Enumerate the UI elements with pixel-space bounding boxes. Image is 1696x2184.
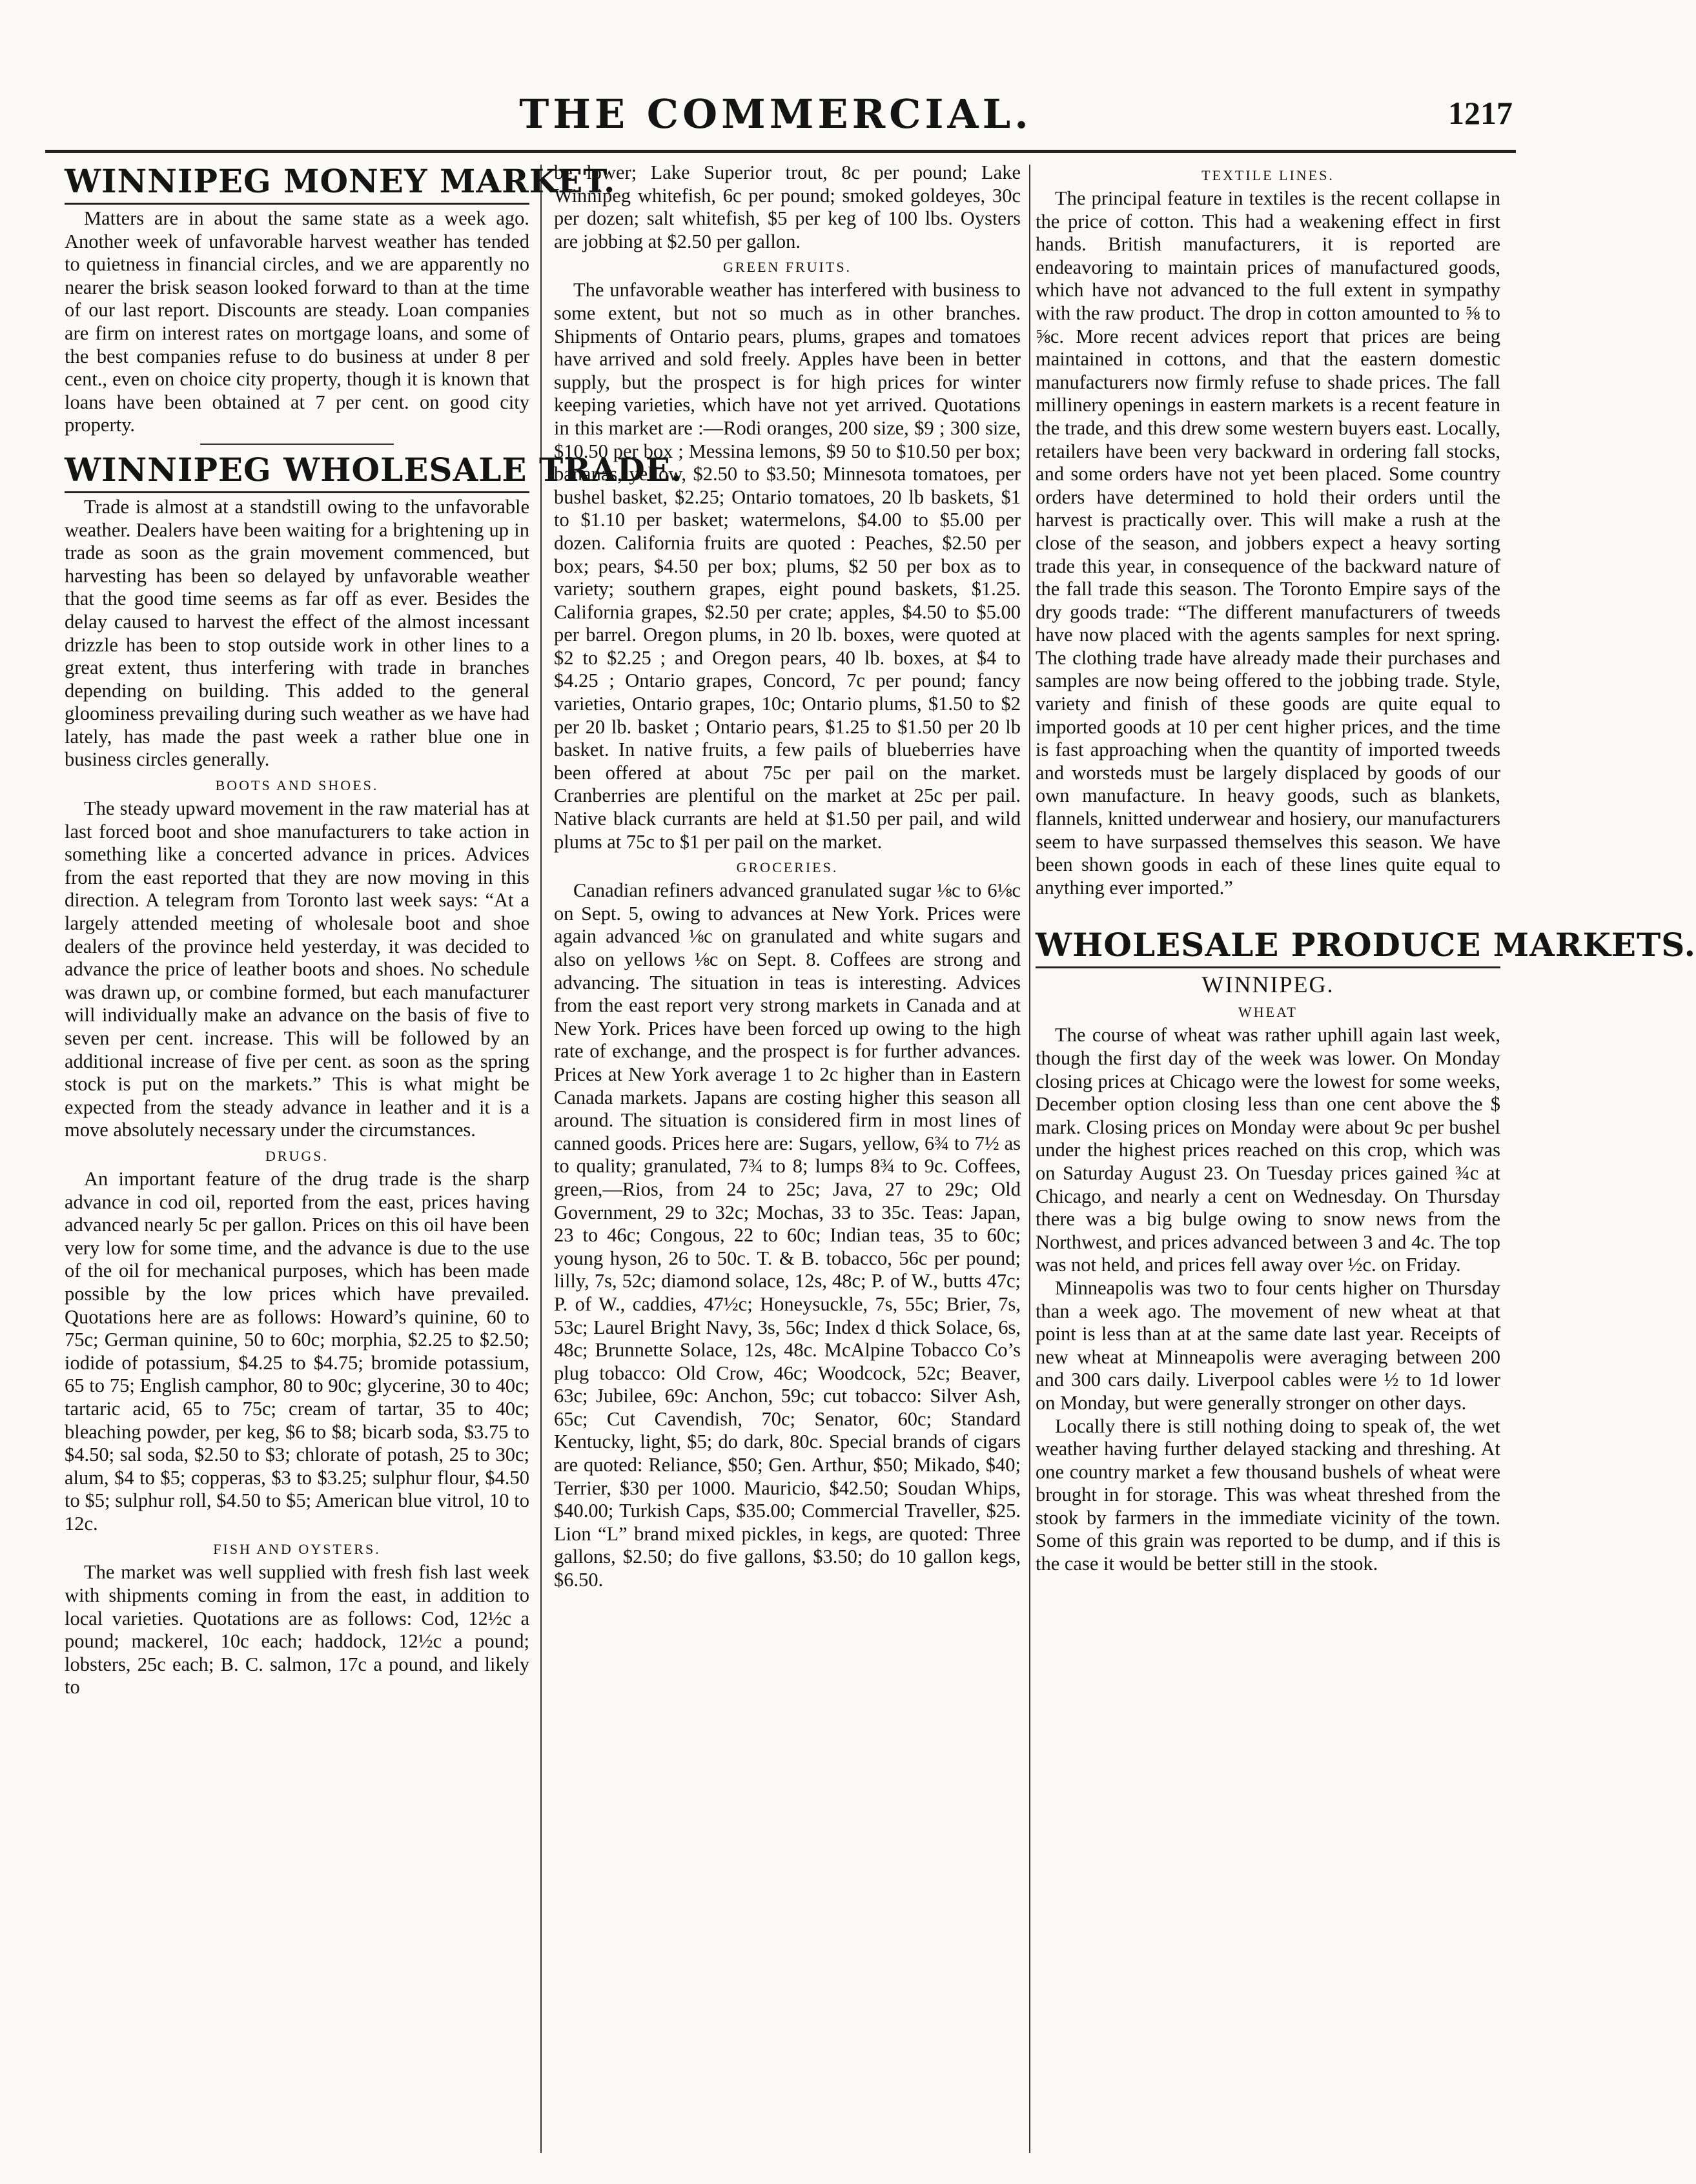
- wheat-text-3: Locally there is still nothing doing to speak of, the wet weather having further delayed stacking and threshing. At one country market a few thousand bushels of wheat were brought in for storage. This was wheat threshed from the stook by farmers in the immediate vicinity of the town. Some of this grain was reported to be dump, and if this is the case it would be better still in the stook.: [1036, 1414, 1500, 1575]
- textile-lines-text: The principal feature in textiles is the recent collapse in the price of cotton. This had a weakening effect in first hands. British manufacturers, it is reported are endeavoring to maintain prices of manufactured goods, which have not advanced to the full extent in sympathy with the raw product. The drop in cotton amounted to ⅝ to ⅝c. More recent advices report that prices are being maintained in cottons, and that the eastern domestic manufacturers now firmly refuse to shade prices. The fall millinery openings in eastern markets is a recent feature in the trade, and this drew some western buyers east. Locally, retailers have been very backward in ordering fall stocks, and some orders have not yet been placed. Some country orders have determined to hold their orders until the harvest is practically over. This will make a rush at the close of the season, and jobbers expect a heavy sorting trade this year, in consequence of the backward nature of the fall trade this season. The Toronto Empire says of the dry goods trade: “The different manufacturers of tweeds have now placed with the agents samples for next spring. The clothing trade have already made their purchases and samples are now being offered to the jobbing trade. Style, variety and finish of these goods are quite equal to imported goods at 10 per cent higher prices, and the time is fast approaching when the quantity of imported tweeds and worsteds must be largely displaced by goods of our own manufacture. In heavy goods, such as blankets, flannels, knitted underwear and hosiery, our manufacturers seem to have surpassed themselves this season. We have been shown goods in each of these lines quite equal to anything ever imported.”: [1036, 187, 1500, 899]
- wheat-text-2: Minneapolis was two to four cents higher on Thursday than a week ago. The movement of new wheat at that point is less than at at the same date last year. Receipts of new wheat at Minneapolis were averaging between 200 and 300 cars daily. Liverpool cables were ½ to 1d lower on Monday, but were generally stronger on other days.: [1036, 1276, 1500, 1414]
- spacer: [1036, 899, 1500, 925]
- column-3: [1036, 161, 1696, 2163]
- green-fruits-heading: GREEN FRUITS.: [722, 259, 852, 276]
- fish-oysters-continued: be lower; Lake Superior trout, 8c per pound; Lake Winnipeg whitefish, 6c per pound; smoked goldeyes, 30c per dozen; salt whitefish, $5 per keg of 100 lbs. Oysters are jobbing at $2.50 per gallon.: [554, 161, 1021, 252]
- wheat-heading: WHEAT: [1238, 1004, 1298, 1021]
- masthead: THE COMMERCIAL.: [519, 90, 1032, 138]
- money-market-text: Matters are in about the same state as a week ago. Another week of unfavorable harvest weather has tended to quietness in financial circles, and we are apparently no nearer the brisk season looked forward to than at the time of our last report. Discounts are steady. Loan companies are firm on interest rates on mortgage loans, and some of the best companies refuse to do business at under 8 per cent., even on choice city property, though it is known that loans have been obtained at 7 per cent. on good city property.: [65, 207, 529, 436]
- fish-oysters-heading: FISH AND OYSTERS.: [213, 1541, 381, 1558]
- drugs-heading: DRUGS.: [265, 1147, 329, 1164]
- produce-markets-title: WHOLESALE PRODUCE MARKETS.: [1036, 925, 1500, 968]
- column-1: [65, 161, 683, 2163]
- wholesale-trade-text: Trade is almost at a standstill owing to the unfavorable weather. Dealers have been waiting for a brightening up in trade as soon as the grain movement commenced, but harvesting has been so delayed by unfavorable weather that the good time seems as far off as ever. Besides the delay caused to harvest the effect of the almost incessant drizzle has been to stop outside work in other lines to a great extent, thus interfering with trade in branches depending on building. This added to the general gloominess prevailing during such weather as we have had lately, has made the past week a rather blue one in business circles generally.: [65, 495, 529, 771]
- boots-shoes-text: The steady upward movement in the raw material has at last forced boot and shoe manufacturers to take action in something like a concerted advance in prices. Advices from the east reported that they are now moving in this direction. A telegram from Toronto last week says: “At a largely attended meeting of wholesale boot and shoe dealers of the province held yesterday, it was decided to advance the price of leather boots and shoes. No schedule was drawn up, or combine formed, but each manufacturer will individually make an advance on the basis of five to seven per cent. increase. This will be followed by an additional increase of five per cent. as soon as the spring stock is put on the markets.” This is what might be expected from the steady advance in leather and it is a move absolutely necessary under the circumstances.: [65, 797, 529, 1141]
- groceries-text: Canadian refiners advanced granulated sugar ⅛c to 6⅛c on Sept. 5, owing to advances at New York. Prices were again advanced ⅛c on granulated and white sugars and also on yellows ⅛c on Sept. 8. Coffees are strong and advancing. The situation in teas is interesting. Advices from the east report very strong markets in Canada and at New York. Prices have been forced up owing to the high rate of exchange, and the prospect is for further advances. Prices at New York average 1 to 2c higher than in Eastern Canada markets. Japans are costing higher this season all around. The situation is considered firm in most lines of canned goods. Prices here are: Sugars, yellow, 6¾ to 7½ as to quality; granulated, 7¾ to 8; lumps 8¾ to 9c. Coffees, green,—Rios, from 24 to 25c; Java, 27 to 29c; Old Government, 29 to 32c; Mochas, 33 to 35c. Teas: Japan, 23 to 46c; Congous, 22 to 60c; Indian teas, 35 to 60c; young hyson, 26 to 50c. T. & B. tobacco, 56c per pound; lilly, 7s, 52c; diamond solace, 12s, 48c; P. of W., butts 47c; P. of W., caddies, 47½c; Honeysuckle, 7s, 55c; Brier, 7s, 53c; Laurel Bright Navy, 3s, 56c; Index d thick Solace, 6s, 48c; Brunnette Solace, 12s, 48c. McAlpine Tobacco Co’s plug tobacco: Old Crow, 46c; Woodcock, 52c; Beaver, 63c; Jubilee, 69c: Anchon, 59c; cut tobacco: Silver Ash, 65c; Cut Cavendish, 70c; Senator, 60c; Standard Kentucky, light, $5; do dark, 80c. Special brands of cigars are quoted: Reliance, $50; Gen. Arthur, $50; Mikado, $40; Terrier, $30 per 1000. Mauricio, $42.50; Soudan Whips, $40.00; Turkish Caps, $35.00; Commercial Traveller, $25. Lion “L” brand mixed pickles, in kegs, are quoted: Three gallons, $2.50; do five gallons, $3.50; do 10 gallon kegs, $6.50.: [554, 879, 1021, 1591]
- boots-shoes-heading: BOOTS AND SHOES.: [215, 777, 379, 794]
- wheat-text-1: The course of wheat was rather uphill again last week, though the first day of the week was lower. On Monday closing prices at Chicago were the lowest for some weeks, December option closing less than one cent above the $ mark. Closing prices on Monday were about 9c per bushel under the highest prices reached on this crop, which was on Saturday August 23. On Tuesday prices gained ¾c at Chicago, and nearly a cent on Wednesday. On Thursday there was a big bulge owing to snow news from the Northwest, and prices advanced between 3 and 4c. The top was not held, and prices fell away over ½c. on Friday.: [1036, 1024, 1500, 1276]
- drugs-text: An important feature of the drug trade is the sharp advance in cod oil, reported from the east, prices having advanced nearly 5c per gallon. Prices on this oil have been very low for some time, and the advance is due to the use of the oil for mechanical purposes, which has been made possible by the low prices which have prevailed. Quotations here are as follows: Howard’s quinine, 60 to 75c; German quinine, 50 to 60c; morphia, $2.25 to $2.50; iodide of potassium, $4.25 to $4.75; bromide potassium, 65 to 75; English camphor, 80 to 90c; glycerine, 30 to 40c; tartaric acid, 65 to 75c; cream of tartar, 35 to 40c; bleaching powder, per keg, $6 to $8; bicarb soda, $3.75 to $4.50; sal soda, $2.50 to $3; chlorate of potash, 25 to 30c; alum, $4 to $5; copperas, $3 to $3.25; sulphur flour, $4.50 to $5; sulphur roll, $4.50 to $5; American blue vitrol, 10 to 12c.: [65, 1167, 529, 1535]
- column-2: [554, 161, 1021, 2163]
- green-fruits-text: The unfavorable weather has interfered with business to some extent, but not so much as in other branches. Shipments of Ontario pears, plums, grapes and tomatoes have arrived and sold freely. Apples have been in better supply, but the prospect is for high prices for winter keeping varieties, which have not yet arrived. Quotations in this market are :—Rodi oranges, 200 size, $9 ; 300 size, $10.50 per box ; Messina lemons, $9 50 to $10.50 per box; bananas, yellow, $2.50 to $3.50; Minnesota tomatoes, per bushel basket, $2.25; Ontario tomatoes, 20 lb baskets, $1 to $1.10 per basket; watermelons, $4.00 to $5.00 per dozen. California fruits are quoted : Peaches, $2.50 per box; pears, $4.50 per box; plums, $2 50 per box as to variety; southern grapes, eight pound baskets, $1.25. California grapes, $2.50 per crate; apples, $4.50 to $5.00 per barrel. Oregon plums, in 20 lb. boxes, were quoted at $2 to $2.25 ; and Oregon pears, 40 lb. boxes, at $4 to $4.25 ; Ontario grapes, Concord, 7c per pound; fancy varieties, Ontario grapes, 10c; Ontario plums, $1.50 to $2 per 20 lb. basket ; Ontario pears, $1.25 to $1.50 per 20 lb basket. In native fruits, a few pails of blueberries have been offered at about 75c per pail on the market. Cranberries are plentiful on the market at 25c per pail. Native black currants are held at $1.50 per pail, and wild plums at 75c to $1 per pail on the market.: [554, 279, 1021, 853]
- fish-oysters-text: The market was well supplied with fresh fish last week with shipments coming in from the east, in addition to local varieties. Quotations are as follows: Cod, 12½c a pound; mackerel, 10c each; haddock, 12½c a pound; lobsters, 25c each; B. C. salmon, 17c a pound, and likely to: [65, 1561, 529, 1699]
- produce-markets-subtitle: WINNIPEG.: [1201, 972, 1334, 998]
- header-rule: [45, 150, 1516, 153]
- money-market-title: WINNIPEG MONEY MARKET.: [65, 161, 529, 205]
- page-number: 1217: [1448, 95, 1513, 131]
- wholesale-trade-title: WINNIPEG WHOLESALE TRADE.: [65, 450, 529, 493]
- section-divider: [200, 444, 394, 445]
- groceries-heading: GROCERIES.: [736, 859, 839, 876]
- textile-lines-heading: TEXTILE LINES.: [1201, 167, 1334, 183]
- column-rule-2: [1029, 165, 1030, 2153]
